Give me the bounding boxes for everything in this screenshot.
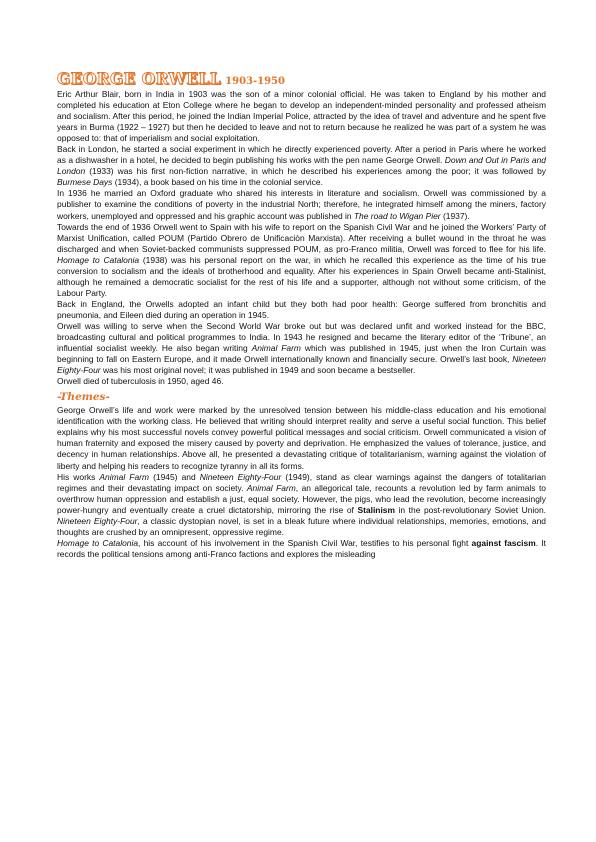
book-title: Nineteen Eighty-Four <box>57 515 138 526</box>
bio-text: In 1936 he married an Oxford graduate who shared his interests in literature and socialism. Orwell was commissioned by a publisher to examine the conditions of poverty in the industrial North; therefore, he integrated himself among the miners, factory workers, unemployed and oppressed and his graphic account was published in <box>57 188 546 221</box>
bio-text: Back in London, he started a social experiment in which he directly experienced poverty. After a period in Paris where he worked as a dishwasher in a hotel, he decided to begin publishing his works with the pen name George Orwell. <box>57 144 546 166</box>
themes-section <box>57 405 546 560</box>
themes-text: His works <box>57 471 100 482</box>
bio-text: Towards the end of 1936 Orwell went to Spain with his wife to report on the Spanish Civil War and he joined the Workers’ Party of Marxist Unification, called POUM (Partido Obrero de Unificaciòn Marxista). After receiving a bullet wound in the throat he was discharged and when Soviet-backed communists suppressed POUM, as pro-Franco militia, Orwell was forced to flee for his life. <box>57 221 546 254</box>
bio-paragraph-7: Orwell died of tuberculosis in 1950, aged 46. <box>57 376 224 387</box>
page-title: GEORGE ORWELL <box>57 69 222 88</box>
biography-section <box>57 89 546 387</box>
bio-paragraph-1: Eric Arthur Blair, born in India in 1903 was the son of a minor colonial official. He was taken to England by his mother and completed his education at Eton College where he began to develop an independent-minded personality and professed atheism and socialism. After this period, he joined the Indian Imperial Police, attracted by the idea of travel and adventure and he spent five years in Burma (1922 – 1927) but then he decided to leave and not to return because he realized he was part of a system he was opposed to: that of imperialism and social exploitation. <box>57 89 546 144</box>
book-title: Animal Farm <box>246 482 296 493</box>
bold-term: Stalinism <box>357 504 395 515</box>
themes-paragraph-1: George Orwell’s life and work were marked by the unresolved tension between his middle-class education and his emotional identification with the working class. He believed that writing should interpret reality and serve a useful social function. This belief explains why his most successful novels convey powerful political messages and social criticism. Orwell communicated a vision of human fraternity and exposed the misery caused by poverty and deprivation. He emphasized the values of tolerance, justice, and decency in human relationships. Above all, he presented a devastating critique of totalitarianism, warning against the violation of liberty and helping his readers to recognize tyranny in all its forms. <box>57 405 546 471</box>
bold-term: against fascism <box>471 537 536 548</box>
themes-text: (1945) and <box>149 471 200 482</box>
book-title: Nineteen Eighty-Four <box>57 354 546 376</box>
themes-text: , his account of his involvement in the Spanish Civil War, testifies to his personal fight <box>138 537 472 548</box>
bio-text: (1934), a book based on his time in the colonial service. <box>112 177 323 188</box>
bio-text: (1937). <box>440 210 470 221</box>
bio-text: was his most original novel; it was published in 1949 and soon became a bestseller. <box>100 365 416 376</box>
book-title: Homage to Catalonia <box>57 537 139 548</box>
bio-paragraph-4 <box>57 222 546 299</box>
themes-heading: -Themes- <box>57 391 110 404</box>
bio-text: which was published in 1945, just when the Iron Curtain was beginning to fall on Eastern Europe, and it made Orwell internationally known and financially secure. Orwell’s last book, <box>57 343 546 365</box>
book-title: Animal Farm <box>99 471 149 482</box>
themes-text: (1949), stand as clear warnings against the dangers of totalitarian regimes and their devastating impact on society. <box>57 471 546 493</box>
themes-text: , an allegorical tale, recounts a revolution led by farm animals to overthrow human oppression and establish a just, equal society. However, the pigs, who lead the revolution, become increasingly power-hungry and eventually create a cruel dictatorship, mirroring the rise of <box>57 482 546 515</box>
book-title: The road to Wigan Pier <box>353 210 441 221</box>
bio-paragraph-3 <box>57 188 546 221</box>
bio-paragraph-6 <box>57 321 546 376</box>
themes-text: in the post-revolutionary Soviet Union. <box>394 504 547 515</box>
themes-text: . It records the political tensions among anti-Franco factions and explores the misleading <box>57 537 546 559</box>
themes-text: , a classic dystopian novel, is set in a bleak future where individual relationships, memories, emotions, and thoughts are crushed by an omnipresent, oppressive regime. <box>57 515 546 537</box>
bio-text: (1938) was his personal report on the war, in which he recalled this experience as the time of his true conversion to socialism and the ideals of brotherhood and equality. After his experiences in Spain Orwell became anti-Stalinist, although he remained a democratic socialist for the rest of his life and a supporter, although not without some criticism, of the Labour Party. <box>57 254 546 298</box>
bio-paragraph-2 <box>57 144 546 188</box>
book-title: Down and Out in Paris and London <box>57 155 546 177</box>
bio-text: Orwell was willing to serve when the Second World War broke out but was declared unfit and worked instead for the BBC, broadcasting cultural and political programmes to India. In 1943 he resigned and became the literary editor of the ‘Tribune’, an influential socialist weekly. He also began writing <box>57 320 546 354</box>
life-years: 1903-1950 <box>225 76 285 87</box>
book-title: Homage to Catalonia <box>57 254 140 265</box>
book-title: Nineteen Eighty-Four <box>199 471 282 482</box>
book-title: Animal Farm <box>251 343 301 354</box>
themes-paragraph-2 <box>57 472 546 538</box>
title-row <box>57 70 546 87</box>
bio-text: (1933) was his first non-fiction narrative, in which he described his experiences among the poor; it was followed by <box>85 166 546 177</box>
book-title: Burmese Days <box>57 177 113 188</box>
themes-paragraph-3 <box>57 538 546 560</box>
bio-paragraph-5: Back in England, the Orwells adopted an infant child but they both had poor health: George suffered from bronchitis and pneumonia, and Eileen died during an operation in 1945. <box>57 298 546 320</box>
